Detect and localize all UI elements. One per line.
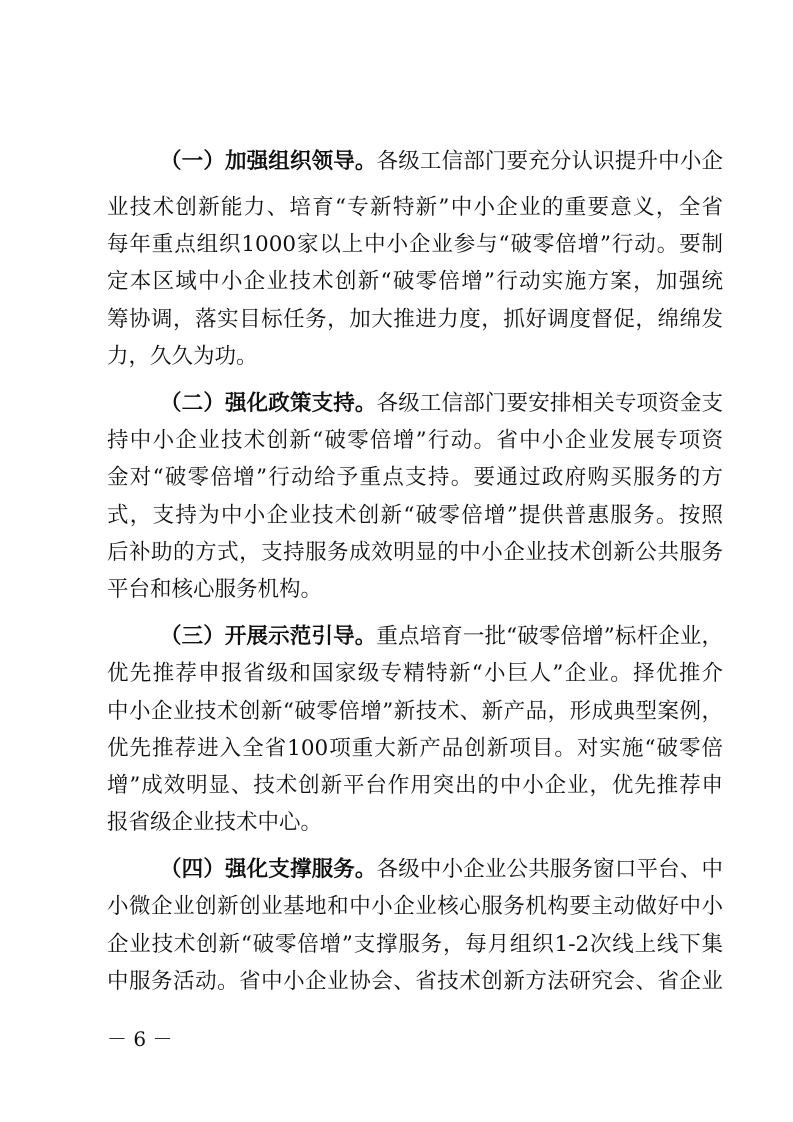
paragraph-3-line-6: 报省级企业技术中心。: [107, 810, 323, 835]
paragraph-2-line-4: 式，支持为中小企业技术创新“破零倍增”提供普惠服务。按照: [107, 503, 723, 528]
paragraph-2-line-5: 后补助的方式，支持服务成效明显的中小企业技术创新公共服务: [107, 540, 723, 565]
paragraph-4-heading: （四）强化支撑服务。: [160, 857, 377, 882]
paragraph-3-line-1: （三）开展示范引导。重点培育一批“破零倍增”标杆企业，: [160, 624, 723, 649]
page-number: － 6 －: [107, 1027, 173, 1051]
paragraph-3-line-3: 中小企业技术创新“破零倍增”新技术、新产品，形成典型案例，: [107, 699, 723, 724]
paragraph-4-line-2: 小微企业创新创业基地和中小企业核心服务机构要主动做好中小: [107, 894, 723, 919]
paragraph-2-line-3: 金对“破零倍增”行动给予重点支持。要通过政府购买服务的方: [107, 465, 723, 490]
paragraph-2-heading: （二）强化政策支持。: [160, 391, 377, 416]
paragraph-2-line-2: 持中小企业技术创新“破零倍增”行动。省中小企业发展专项资: [107, 428, 723, 453]
paragraph-4-line-4: 中服务活动。省中小企业协会、省技术创新方法研究会、省企业: [107, 969, 723, 994]
paragraph-3-line-5: 增”成效明显、技术创新平台作用突出的中小企业，优先推荐申: [107, 773, 723, 798]
paragraph-1-line-5: 筹协调，落实目标任务，加大推进力度，抓好调度督促，绵绵发: [107, 307, 723, 332]
paragraph-2-line-6: 平台和核心服务机构。: [107, 577, 323, 602]
paragraph-3-line-2: 优先推荐申报省级和国家级专精特新“小巨人”企业。择优推介: [107, 661, 723, 686]
paragraph-1-line-6: 力，久久为功。: [107, 344, 258, 369]
paragraph-2-line-1: （二）强化政策支持。各级工信部门要安排相关专项资金支: [160, 391, 723, 416]
paragraph-1-heading: （一）加强组织领导。: [160, 149, 377, 174]
paragraph-4-line-1: （四）强化支撑服务。各级中小企业公共服务窗口平台、中: [160, 857, 723, 882]
paragraph-1-line-3: 每年重点组织1000家以上中小企业参与“破零倍增”行动。要制: [107, 232, 723, 257]
paragraph-1-line-4: 定本区域中小企业技术创新“破零倍增”行动实施方案，加强统: [107, 269, 723, 294]
paragraph-4-line-3: 企业技术创新“破零倍增”支撑服务，每月组织1-2次线上线下集: [107, 932, 723, 957]
paragraph-1-line-1: （一）加强组织领导。各级工信部门要充分认识提升中小企: [160, 149, 723, 174]
paragraph-3-line-4: 优先推荐进入全省100项重大新产品创新项目。对实施“破零倍: [107, 736, 723, 761]
paragraph-1-line-2: 业技术创新能力、培育“专新特新”中小企业的重要意义，全省: [107, 195, 723, 220]
paragraph-3-heading: （三）开展示范引导。: [160, 624, 377, 649]
